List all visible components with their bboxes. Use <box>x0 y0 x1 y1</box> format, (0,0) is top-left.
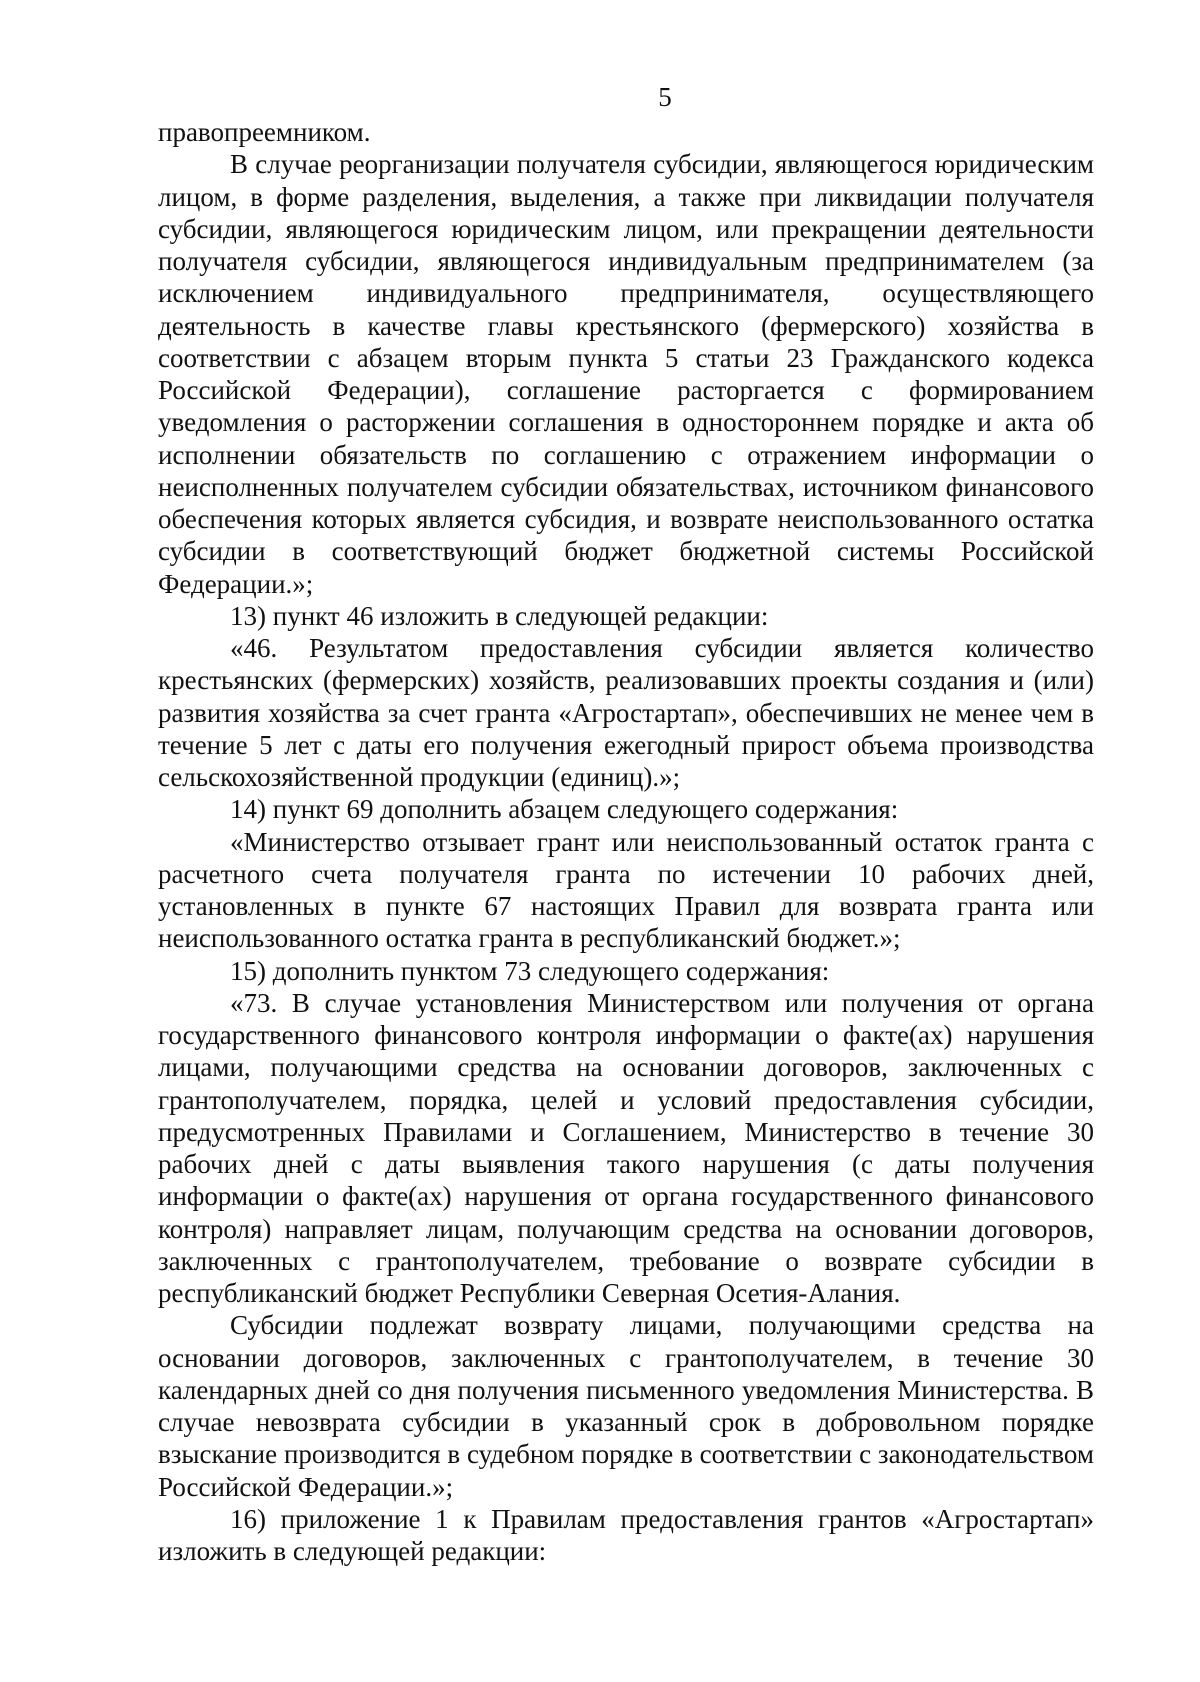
paragraph: правопреемником. <box>158 117 371 147</box>
paragraph: 13) пункт 46 изложить в следующей редакции: <box>230 600 769 631</box>
paragraph: 15) дополнить пунктом 73 следующего содержания: <box>230 955 830 986</box>
paragraph: В случае реорганизации получателя субсидии, являющегося юридическим лицом, в форме разделения, выделения, а также при ликвидации получателя субсидии, являющегося юридическим лицом, или прекращении деятельности получателя субсидии, являющегося индивидуальным предпринимателем (за исключением индивидуального предпринимателя, осуществляющего деятельность в качестве главы крестьянского (фермерского) хозяйства в соответствии с абзацем вторым пункта 5 статьи 23 Гражданского кодекса Российской Федерации), соглашение расторгается с формированием уведомления о расторжении соглашения в одностороннем порядке и акта об исполнении обязательств по соглашению с отражением информации о неисполненных получателем субсидии обязательствах, источником финансового обеспечения которых является субсидия, и возврате неиспользованного остатка субсидии в соответствующий бюджет бюджетной системы Российской Федерации.»; <box>158 149 1094 599</box>
page-number: 5 <box>658 82 672 112</box>
paragraph: 14) пункт 69 дополнить абзацем следующего содержания: <box>230 794 899 825</box>
paragraph: 16) приложение 1 к Правилам предоставления грантов «Агростартап» изложить в следующей редакции: <box>158 1503 1094 1566</box>
document-body <box>158 116 1094 1567</box>
paragraph: «46. Результатом предоставления субсидии является количество крестьянских (фермерских) хозяйств, реализовавших проекты создания и (или) развития хозяйства за счет гранта «Агростартап», обеспечивших не менее чем в течение 5 лет с даты его получения ежегодный прирост объема производства сельскохозяйственной продукции (единиц).»; <box>158 633 1094 792</box>
paragraph: Субсидии подлежат возврату лицами, получающими средства на основании договоров, заключенных с грантополучателем, в течение 30 календарных дней со дня получения письменного уведомления Министерства. В случае невозврата субсидии в указанный срок в добровольном порядке взыскание производится в судебном порядке в соответствии с законодательством Российской Федерации.»; <box>158 1310 1094 1502</box>
paragraph: «Министерство отзывает грант или неиспользованный остаток гранта с расчетного счета получателя гранта по истечении 10 рабочих дней, установленных в пункте 67 настоящих Правил для возврата гранта или неиспользованного остатка гранта в республиканский бюджет.»; <box>158 826 1094 954</box>
paragraph: «73. В случае установления Министерством или получения от органа государственного финансового контроля информации о факте(ах) нарушения лицами, получающими средства на основании договоров, заключенных с грантополучателем, порядка, целей и условий предоставления субсидии, предусмотренных Правилами и Соглашением, Министерство в течение 30 рабочих дней с даты выявления такого нарушения (с даты получения информации о факте(ах) нарушения от органа государственного финансового контроля) направляет лицам, получающим средства на основании договоров, заключенных с грантополучателем, требование о возврате субсидии в республиканский бюджет Республики Северная Осетия-Алания. <box>158 987 1094 1308</box>
